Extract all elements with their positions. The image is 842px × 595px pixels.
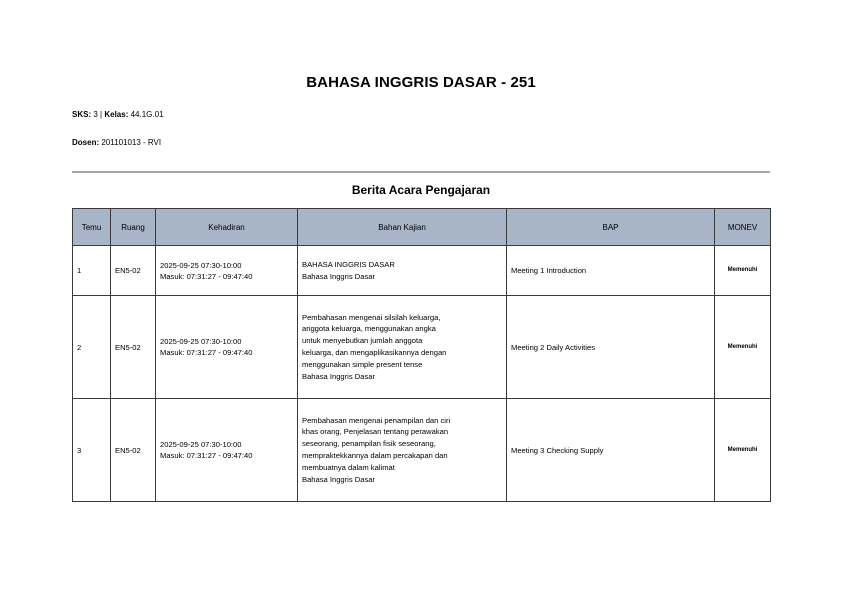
table-row: [73, 246, 771, 296]
bap-table: [72, 208, 771, 502]
cell-bahan-kajian: [298, 296, 507, 399]
topic-line: keluarga, dan mengaplikasikannya dengan: [302, 348, 447, 357]
table-row: [73, 399, 771, 502]
cell-bahan-kajian: [298, 246, 507, 296]
cell-bap: Meeting 1 Introduction: [507, 246, 715, 296]
cell-ruang: EN5-02: [111, 246, 156, 296]
check-in-time: Masuk: 07:31:27 - 09:47:40: [160, 271, 253, 281]
cell-monev: Memenuhi: [715, 246, 771, 296]
topic-line: menggunakan simple present tense: [302, 359, 423, 369]
topic-line: Bahasa Inggris Dasar: [302, 271, 376, 281]
header-temu: Temu: [73, 209, 111, 246]
topic-line: mempraktekkannya dalam percakapan dan: [302, 451, 448, 460]
cell-ruang: EN5-02: [111, 399, 156, 502]
topic-line: membuatnya dalam kalimat: [302, 462, 395, 472]
cell-temu: 1: [73, 246, 111, 296]
cell-monev: Memenuhi: [715, 399, 771, 502]
topic-line: Bahasa Inggris Dasar: [302, 474, 376, 484]
topic-line: BAHASA INGGRIS DASAR: [302, 259, 395, 269]
course-info-line: [72, 110, 164, 119]
sks-value: 3: [93, 110, 98, 119]
kelas-label: Kelas:: [104, 110, 129, 119]
divider: [72, 171, 770, 173]
schedule-time: 2025-09-25 07:30-10:00: [160, 440, 242, 449]
cell-kehadiran: [156, 399, 298, 502]
header-monev: MONEV: [715, 209, 771, 246]
cell-monev: Memenuhi: [715, 296, 771, 399]
check-in-time: Masuk: 07:31:27 - 09:47:40: [160, 348, 253, 357]
schedule-time: 2025-09-25 07:30-10:00: [160, 337, 242, 346]
header-bap: BAP: [507, 209, 715, 246]
cell-bap: Meeting 3 Checking Supply: [507, 399, 715, 502]
topic-line: anggota keluarga, menggunakan angka: [302, 324, 436, 334]
topic-line: Pembahasan mengenai silsilah keluarga,: [302, 312, 441, 322]
schedule-time: 2025-09-25 07:30-10:00: [160, 260, 242, 270]
lecturer-info-line: [72, 138, 161, 147]
cell-ruang: EN5-02: [111, 296, 156, 399]
topic-line: Bahasa Inggris Dasar: [302, 371, 376, 381]
sks-label: SKS:: [72, 110, 92, 119]
header-kehadiran: Kehadiran: [156, 209, 298, 246]
cell-temu: 2: [73, 296, 111, 399]
page-title: BAHASA INGGRIS DASAR - 251: [306, 74, 536, 91]
kelas-value: 44.1G.01: [130, 110, 164, 119]
topic-line: seseorang, penampilan fisik seseorang,: [302, 439, 436, 449]
header-bahan-kajian: Bahan Kajian: [298, 209, 507, 246]
dosen-label: Dosen:: [72, 138, 100, 147]
cell-kehadiran: [156, 296, 298, 399]
cell-bap: Meeting 2 Daily Activities: [507, 296, 715, 399]
dosen-value: 201101013 - RVI: [101, 138, 162, 147]
section-title: Berita Acara Pengajaran: [351, 183, 491, 197]
topic-line: Pembahasan mengenai penampilan dan ciri: [302, 415, 451, 425]
topic-line: untuk menyebutkan jumlah anggota: [302, 336, 423, 346]
topic-line: khas orang, Penjelasan tentang perawakan: [302, 427, 449, 437]
check-in-time: Masuk: 07:31:27 - 09:47:40: [160, 451, 253, 460]
table-header-row: [73, 209, 771, 246]
cell-temu: 3: [73, 399, 111, 502]
cell-bahan-kajian: [298, 399, 507, 502]
header-ruang: Ruang: [111, 209, 156, 246]
separator: |: [100, 110, 103, 119]
cell-kehadiran: [156, 246, 298, 296]
table-row: [73, 296, 771, 399]
